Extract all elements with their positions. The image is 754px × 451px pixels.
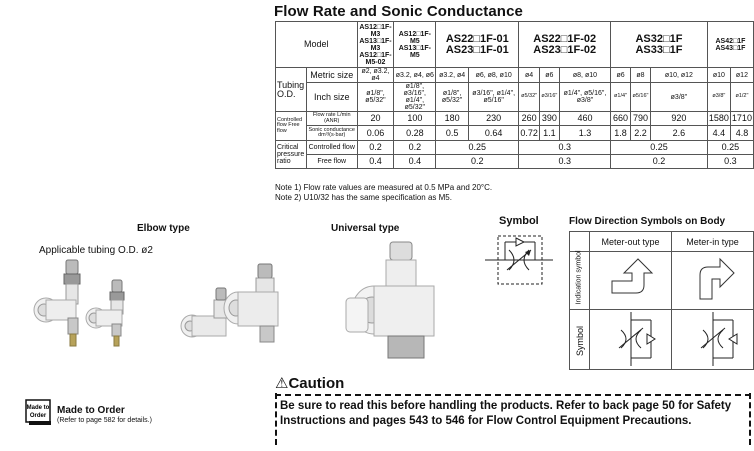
flow-rate-cell: 1580: [707, 112, 730, 126]
universal-fitting-large: [346, 242, 434, 358]
metric-label: Metric size: [306, 68, 357, 83]
model-col-3: AS22□1F-01 AS23□1F-01: [436, 22, 519, 68]
meter-out-symbol: [590, 310, 672, 370]
metric-cell: ø3.2, ø4: [436, 68, 469, 83]
inch-cell: ø1/8", ø3/16", ø1/4", ø5/32": [394, 83, 436, 112]
flow-rate-table: [275, 21, 754, 169]
meter-in-symbol-icon: [683, 312, 743, 366]
sonic-cell: 4.4: [707, 126, 730, 141]
critical-free-cell: 0.2: [436, 155, 519, 169]
sonic-cell: 2.6: [650, 126, 707, 141]
inch-cell: ø1/8", ø5/32": [357, 83, 394, 112]
page-title: Flow Rate and Sonic Conductance: [274, 3, 523, 20]
controlled-free-label: Controlled flow Free flow: [276, 112, 307, 141]
sonic-cell: 0.72: [519, 126, 540, 141]
sonic-cell: 1.8: [611, 126, 631, 141]
made-to-order-icon: [25, 399, 51, 425]
flow-control-symbol: [485, 232, 553, 288]
metric-cell: ø10, ø12: [650, 68, 707, 83]
metric-cell: ø4: [519, 68, 540, 83]
critical-controlled-cell: 0.3: [519, 141, 611, 155]
svg-text:Order: Order: [29, 413, 47, 419]
universal-fitting-small: [181, 288, 228, 337]
model-col-1: AS12□1F-M3 AS13□1F-M3 AS12□1F-M5-02: [357, 22, 394, 68]
elbow-fitting-right: [86, 280, 124, 346]
metric-cell: ø8, ø10: [559, 68, 610, 83]
flow-direction-title: Flow Direction Symbols on Body: [569, 216, 726, 227]
inch-cell: ø1/2": [730, 83, 753, 112]
meter-out-header: Meter-out type: [590, 232, 672, 252]
inch-cell: ø1/8", ø5/32": [436, 83, 469, 112]
sonic-cell: 0.28: [394, 126, 436, 141]
meter-in-header: Meter-in type: [672, 232, 754, 252]
critical-free-cell: 0.2: [611, 155, 708, 169]
inch-cell: ø3/8": [707, 83, 730, 112]
flow-rate-cell: 1710: [730, 112, 753, 126]
meter-out-arrow-icon: [606, 255, 656, 305]
universal-type-title: Universal type: [331, 223, 400, 234]
meter-out-symbol-icon: [601, 312, 661, 366]
meter-in-indication: [672, 252, 754, 310]
universal-fittings-image: [178, 238, 458, 368]
note-2: Note 2) U10/32 has the same specification as M5.: [275, 193, 452, 202]
flow-rate-cell: 20: [357, 112, 394, 126]
flow-rate-label: Flow rate L/min (ANR): [306, 112, 357, 126]
metric-cell: ø8: [631, 68, 651, 83]
flow-rate-cell: 460: [559, 112, 610, 126]
table-notes: [275, 183, 492, 203]
symbol-title: Symbol: [499, 215, 539, 227]
svg-text:Made to: Made to: [26, 405, 50, 411]
sonic-cell: 4.8: [730, 126, 753, 141]
universal-fitting-medium: [224, 264, 278, 342]
metric-cell: ø3.2, ø4, ø6: [394, 68, 436, 83]
elbow-applicable-tubing: Applicable tubing O.D. ø2: [39, 245, 153, 256]
metric-cell: ø6, ø8, ø10: [468, 68, 518, 83]
critical-controlled-cell: 0.2: [394, 141, 436, 155]
critical-free-cell: 0.3: [519, 155, 611, 169]
model-header: Model: [276, 22, 358, 68]
meter-out-indication: [590, 252, 672, 310]
flow-rate-cell: 260: [519, 112, 540, 126]
critical-controlled-cell: 0.2: [357, 141, 394, 155]
tubing-label: Tubing O.D.: [276, 68, 307, 112]
inch-cell: ø3/16", ø1/4", ø5/16": [468, 83, 518, 112]
inch-label: Inch size: [306, 83, 357, 112]
indication-row-label: Indication symbol: [570, 252, 590, 310]
sonic-cell: 1.3: [559, 126, 610, 141]
flow-rate-cell: 920: [650, 112, 707, 126]
inch-cell: ø3/8": [650, 83, 707, 112]
critical-controlled-cell: 0.25: [707, 141, 753, 155]
critical-controlled-cell: 0.25: [436, 141, 519, 155]
inch-cell: ø1/4": [611, 83, 631, 112]
model-col-5: AS32□1F AS33□1F: [611, 22, 708, 68]
symbol-check-valve: [516, 238, 524, 246]
critical-controlled-cell: 0.25: [611, 141, 708, 155]
critical-free-cell: 0.4: [357, 155, 394, 169]
elbow-type-title: Elbow type: [137, 223, 190, 234]
note-1: Note 1) Flow rate values are measured at 0.5 MPa and 20°C.: [275, 183, 493, 192]
metric-cell: ø2, ø3.2, ø4: [357, 68, 394, 83]
metric-cell: ø6: [611, 68, 631, 83]
free-label: Free flow: [306, 155, 357, 169]
critical-free-cell: 0.3: [707, 155, 753, 169]
flow-rate-cell: 100: [394, 112, 436, 126]
model-col-4: AS22□1F-02 AS23□1F-02: [519, 22, 611, 68]
warning-triangle-icon: ⚠: [275, 375, 289, 392]
elbow-fittings-image: [30, 258, 150, 358]
meter-in-arrow-icon: [688, 255, 738, 305]
metric-cell: ø6: [539, 68, 559, 83]
model-col-6: AS42□1F AS43□1F: [707, 22, 753, 68]
sonic-cell: 2.2: [631, 126, 651, 141]
sonic-cell: 0.5: [436, 126, 469, 141]
flow-rate-cell: 660: [611, 112, 631, 126]
inch-cell: ø3/16": [539, 83, 559, 112]
made-to-order-sub: (Refer to page 582 for details.): [57, 417, 152, 424]
controlled-label: Controlled flow: [306, 141, 357, 155]
flow-direction-table: [569, 231, 754, 370]
sonic-cell: 0.64: [468, 126, 518, 141]
flow-rate-cell: 790: [631, 112, 651, 126]
inch-cell: ø1/4", ø5/16", ø3/8": [559, 83, 610, 112]
metric-cell: ø10: [707, 68, 730, 83]
metric-cell: ø12: [730, 68, 753, 83]
meter-in-symbol: [672, 310, 754, 370]
sonic-label: Sonic conductance dm³/(s·bar): [306, 126, 357, 141]
flow-rate-cell: 230: [468, 112, 518, 126]
inch-cell: ø5/32": [519, 83, 540, 112]
critical-free-cell: 0.4: [394, 155, 436, 169]
symbol-row-label: Symbol: [570, 310, 590, 370]
flow-rate-cell: 390: [539, 112, 559, 126]
model-col-2: AS12□1F-M5 AS13□1F-M5: [394, 22, 436, 68]
sonic-cell: 1.1: [539, 126, 559, 141]
elbow-fitting-left: [34, 260, 80, 346]
made-to-order-title: Made to Order: [57, 405, 125, 416]
inch-cell: ø5/16": [631, 83, 651, 112]
flow-rate-cell: 180: [436, 112, 469, 126]
sonic-cell: 0.06: [357, 126, 394, 141]
caution-text: Be sure to read this before handling the products. Refer to back page 50 for Safety Instructions and pages 543 to 546 for Flow Control Equipment Precautions.: [280, 400, 732, 427]
caution-heading: ⚠Caution: [275, 375, 345, 392]
critical-label: Critical pressure ratio: [276, 141, 307, 169]
